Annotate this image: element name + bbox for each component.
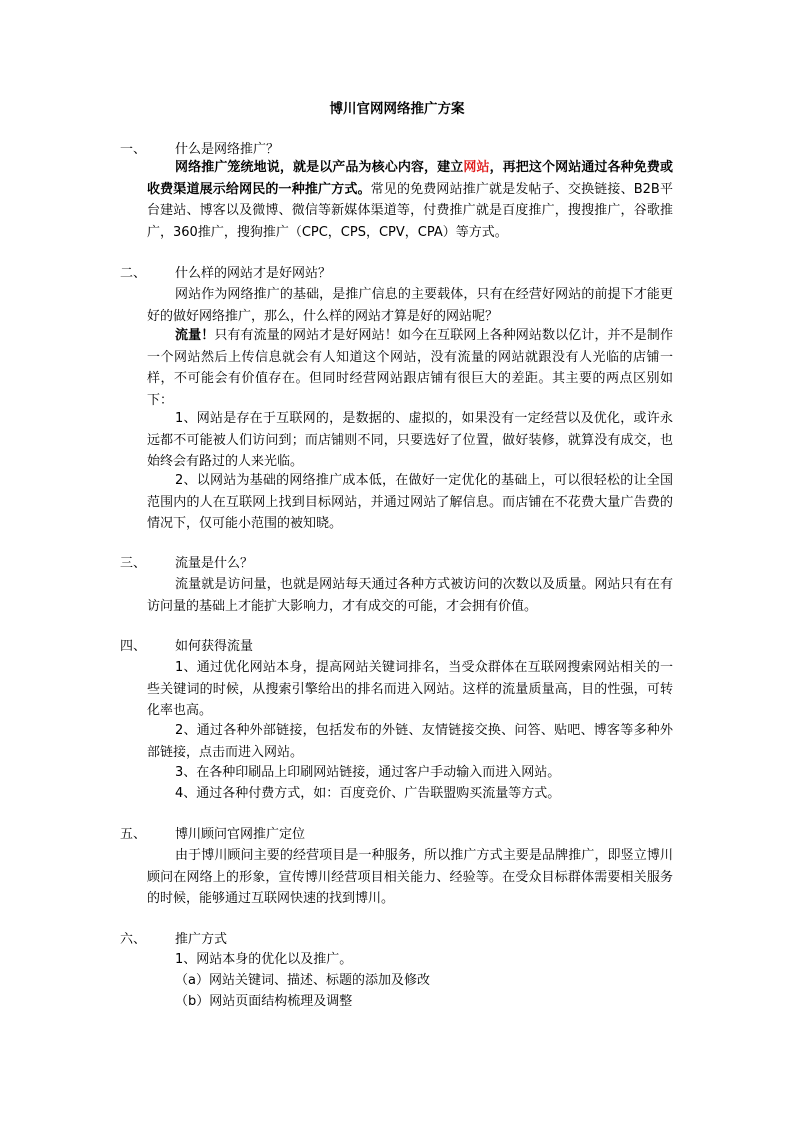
section-2-body: 只有有流量的网站才是好网站！如今在互联网上各种网站数以亿计，并不是制作一个网站然后上传信息就会有人知道这个网站，没有流量的网站就跟没有人光临的店铺一样，不可能会有价值存在。但同时经营网站跟店铺有很巨大的差距。其主要的两点区别如下： xyxy=(147,328,673,408)
section-4-paragraph-1: 1、通过优化网站本身，提高网站关键词排名，当受众群体在互联网搜索网站相关的一些关键词的时候，从搜索引擎给出的排名而进入网站。这样的流量质量高，目的性强，可转化率也高。 xyxy=(147,660,673,719)
section-5-number: 五、 xyxy=(120,827,147,842)
section-4-paragraph-4: 4、通过各种付费方式，如：百度竞价、广告联盟购买流量等方式。 xyxy=(175,786,561,801)
section-4-paragraph-2: 2、通过各种外部链接，包括发布的外链、友情链接交换、问答、贴吧、博客等多种外部链接，点击而进入网站。 xyxy=(147,723,673,760)
section-1-red-keyword: 网站 xyxy=(463,160,490,175)
section-2-title: 什么样的网站才是好网站？ xyxy=(175,266,332,281)
section-2-paragraph-4: 2、以网站为基础的网络推广成本低，在做好一定优化的基础上，可以很轻松的让全国范围内的人在互联网上找到目标网站，并通过网站了解信息。而店铺在不花费大量广告费的情况下，仅可能小范围的被知晓。 xyxy=(147,473,673,532)
section-6-item-a: （a）网站关键词、描述、标题的添加及修改 xyxy=(175,973,430,988)
section-1-title: 什么是网络推广？ xyxy=(175,142,280,157)
section-1-paragraph-1 xyxy=(147,157,673,243)
section-1-number: 一、 xyxy=(120,142,147,157)
section-3-number: 三、 xyxy=(120,556,147,571)
section-2-paragraph-3: 1、网站是存在于互联网的，是数据的、虚拟的，如果没有一定经营以及优化，或许永远都不可能被人们访问到；而店铺则不同，只要选好了位置，做好装修，就算没有成交，也始终会有路过的人来光临。 xyxy=(147,411,673,470)
section-5-title: 博川顾问官网推广定位 xyxy=(175,827,306,842)
document-title: 博川官网网络推广方案 xyxy=(329,101,465,117)
section-1-bold-tail: ，再把这个网站通过各种免费或收费渠道展示给网民的一种推广方式。 xyxy=(147,160,673,197)
section-4-paragraph-3: 3、在各种印刷品上印刷网站链接，通过客户手动输入而进入网站。 xyxy=(175,765,561,780)
section-2-number: 二、 xyxy=(120,266,147,281)
section-2-paragraph-1: 网站作为网络推广的基础，是推广信息的主要载体，只有在经营好网站的前提下才能更好的做好网络推广，那么，什么样的网站才算是好的网站呢？ xyxy=(147,287,673,324)
section-1-bold-lead: 网络推广笼统地说，就是以产品为核心内容，建立 xyxy=(175,160,464,175)
section-2-bold-lead: 流量！ xyxy=(175,328,215,343)
section-6-item-1: 1、网站本身的优化以及推广。 xyxy=(175,952,353,967)
section-1-body: 常见的免费网站推广就是发帖子、交换链接、B2B平台建站、博客以及微博、微信等新媒体渠道等，付费推广就是百度推广，搜搜推广，谷歌推广，360推广，搜狗推广（CPC，CPS，CPV，CPA）等方式。 xyxy=(147,181,673,240)
section-2-paragraph-2 xyxy=(147,325,673,411)
section-6-title: 推广方式 xyxy=(175,932,228,947)
section-4-title: 如何获得流量 xyxy=(175,639,254,654)
section-3-title: 流量是什么？ xyxy=(175,556,254,571)
section-6-item-b: （b）网站页面结构梳理及调整 xyxy=(175,994,353,1009)
section-6-number: 六、 xyxy=(120,932,147,947)
section-5-paragraph-1: 由于博川顾问主要的经营项目是一种服务，所以推广方式主要是品牌推广，即竖立博川顾问在网络上的形象，宣传博川经营项目相关能力、经验等。在受众目标群体需要相关服务的时候，能够通过互联网快速的找到博川。 xyxy=(147,848,673,907)
section-4-number: 四、 xyxy=(120,639,147,654)
section-3-paragraph-1: 流量就是访问量，也就是网站每天通过各种方式被访问的次数以及质量。网站只有在有访问量的基础上才能扩大影响力，才有成交的可能，才会拥有价值。 xyxy=(147,577,673,614)
